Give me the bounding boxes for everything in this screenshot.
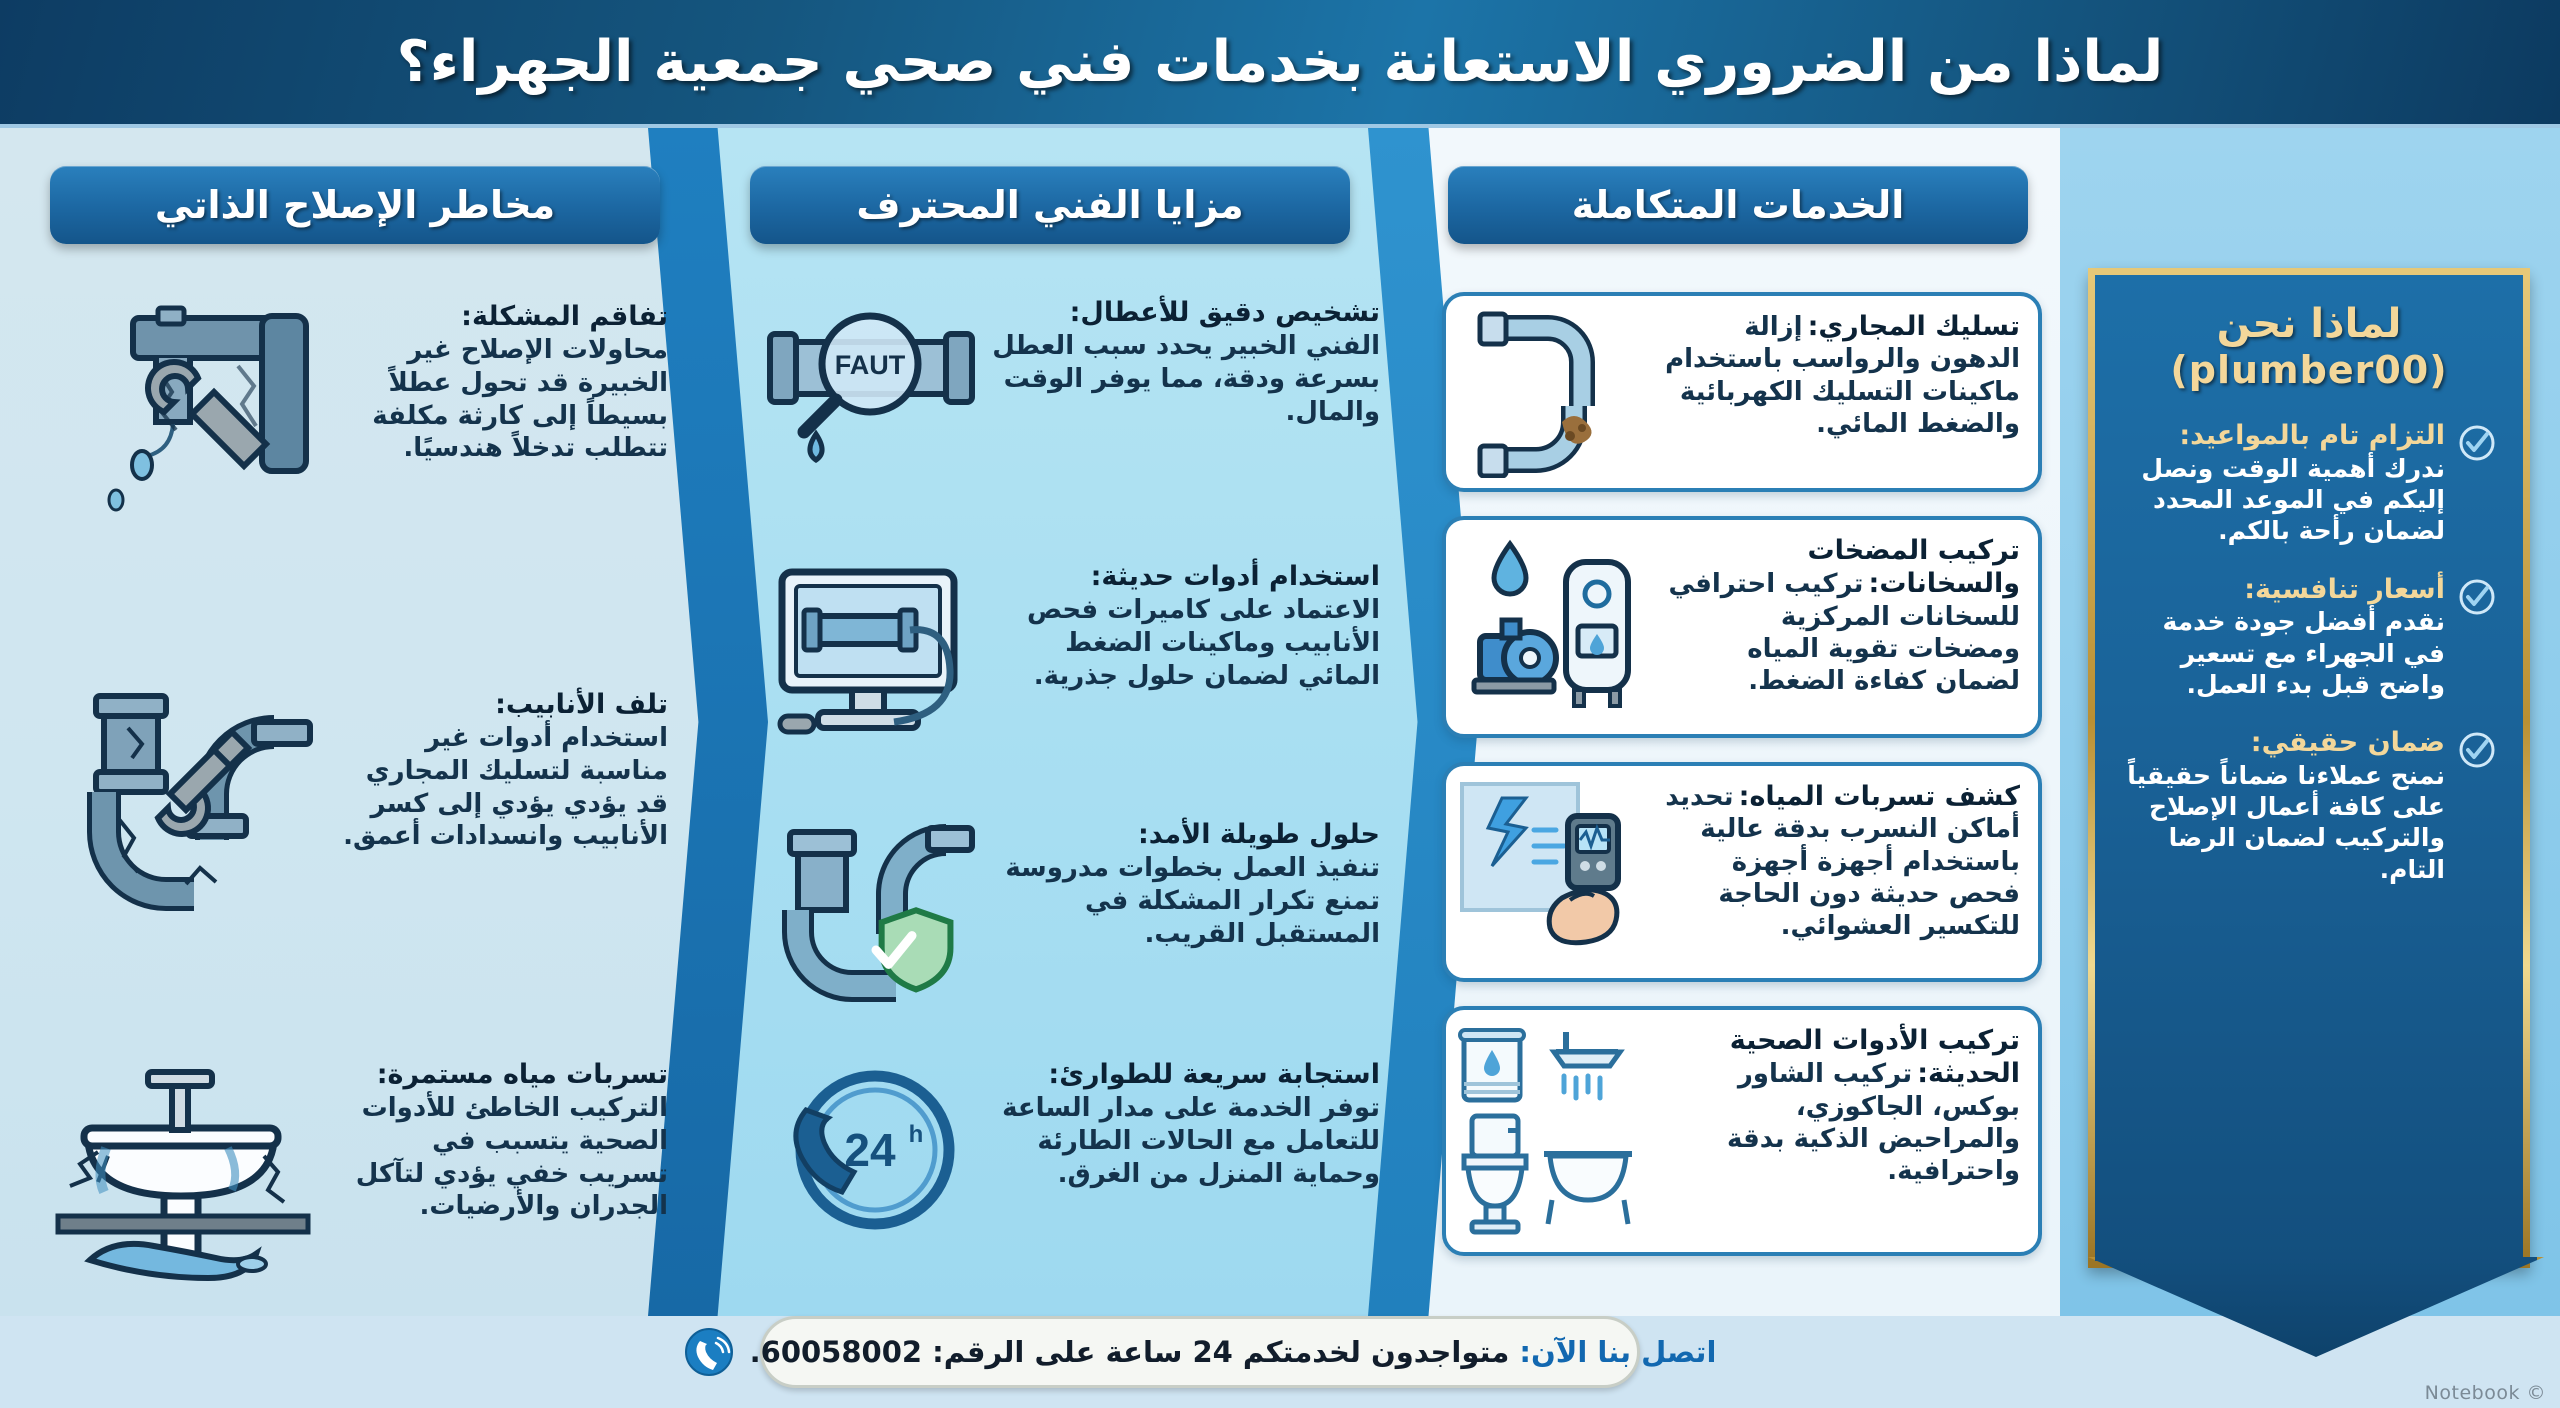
why-us-title-line2: (plumber00) xyxy=(2170,348,2448,393)
risk-item-3-body: التركيب الخاطئ للأدوات الصحية يتسبب في تسريب خفي يؤدي لتآكل الجدران والأرضيات. xyxy=(355,1093,668,1222)
leaking-sink-icon xyxy=(38,1058,328,1288)
why-us-item-3 xyxy=(2121,726,2497,885)
contact-cta-body: متواجدون لخدمتكم 24 ساعة على الرقم: 60058002. xyxy=(749,1335,1510,1369)
advantage-item-2-body: الاعتماد على كاميرات فحص الأنابيب وماكينات الضغط المائي لضمان حلول جذرية. xyxy=(1026,595,1380,691)
magnifier-pipe-fault-icon xyxy=(760,296,980,476)
risk-item-3 xyxy=(28,1058,668,1288)
advantage-item-1 xyxy=(740,296,1380,476)
service-card-1-title: تسليك المجاري: xyxy=(1807,311,2020,342)
why-us-banner xyxy=(2088,268,2530,1268)
leak-detector-device-icon xyxy=(1458,780,1648,968)
advantage-item-1-body: الفني الخبير يحدد سبب العطل بسرعة ودقة، مما يوفر الوقت والمال. xyxy=(992,331,1380,427)
advantage-item-4-badge-sup: h xyxy=(908,1121,924,1148)
check-circle-icon xyxy=(2457,423,2497,463)
why-us-item-3-title: ضمان حقيقي: xyxy=(2250,727,2445,759)
advantage-item-1-title: تشخيص دقيق للأعطال: xyxy=(1069,297,1380,328)
why-us-item-2 xyxy=(2121,573,2497,701)
risk-item-1-body: محاولات الإصلاح غير الخبيرة قد تحول عطلاً بسيطاً إلى كارثة مكلفة تتطلب تدخلاً هندسيًا. xyxy=(372,335,668,464)
section-header-risks-label: مخاطر الإصلاح الذاتي xyxy=(154,183,556,227)
service-card-2-title: تركيب المضخات والسخانات: xyxy=(1807,535,2020,600)
risk-item-3-title: تسربات مياه مستمرة: xyxy=(376,1059,668,1090)
service-card-2-body: تركيب احترافي للسخانات المركزية ومضخات تقوية المياه لضمان كفاءة الضغط. xyxy=(1668,569,2020,697)
risk-item-1-title: تفاقم المشكلة: xyxy=(461,301,668,332)
watermark: © Notebook xyxy=(2424,1382,2546,1404)
cracked-pipe-wrench-icon xyxy=(38,688,328,918)
phone-24h-icon xyxy=(770,1058,980,1248)
why-us-item-1-title: التزام تام بالمواعيد: xyxy=(2179,420,2445,452)
section-header-professional xyxy=(750,166,1350,244)
advantage-item-1-badge: FAUT xyxy=(834,350,906,380)
pipe-shield-icon xyxy=(760,818,980,1008)
risk-item-2 xyxy=(28,688,668,918)
contact-cta-bar[interactable] xyxy=(749,1316,1717,1388)
risk-item-2-title: تلف الأنابيب: xyxy=(495,689,668,720)
leaking-faucet-wrench-icon xyxy=(38,300,328,530)
advantage-item-2 xyxy=(740,560,1380,750)
section-header-services-label: الخدمات المتكاملة xyxy=(1571,183,1905,227)
check-circle-icon xyxy=(2457,577,2497,617)
section-header-professional-label: مزايا الفني المحترف xyxy=(856,183,1244,227)
content-board xyxy=(0,128,2560,1408)
page-title: لماذا من الضروري الاستعانة بخدمات فني صحي جمعية الجهراء؟ xyxy=(396,29,2164,95)
advantage-item-4 xyxy=(740,1058,1380,1248)
service-card-3-body: تحديد أماكن النسرب بدقة عالية باستخدام أجهزة أجهزة فحص حديثة دون الحاجة للتكسير العشوائي. xyxy=(1665,782,2020,942)
why-us-item-2-body: نقدم أفضل جودة خدمة في الجهراء مع تسعير واضح قبل بدء العمل. xyxy=(2162,607,2445,699)
service-card-4-body: تركيب الشاور بوكس، الجاكوزي، والمراحيض الذكية بدقة واحترافية. xyxy=(1726,1059,2020,1187)
phone-call-icon[interactable] xyxy=(684,1327,734,1377)
why-us-item-2-title: أسعار تنافسية: xyxy=(2244,573,2445,605)
service-card-2 xyxy=(1442,516,2042,738)
why-us-item-3-body: نمنح عملاءنا ضماناً حقيقياً على كافة أعمال الإصلاح والتركيب لضمان الرضا التام. xyxy=(2127,760,2445,884)
contact-cta-text xyxy=(750,1335,1717,1369)
advantage-item-3 xyxy=(740,818,1380,1008)
advantage-item-3-title: حلول طويلة الأمد: xyxy=(1138,819,1380,850)
advantage-item-4-badge: 24 xyxy=(844,1124,896,1176)
why-us-title xyxy=(2121,301,2497,393)
service-card-1-body: إزالة الدهون والرواسب باستخدام ماكينات التسليك الكهربائية والضغط المائي. xyxy=(1665,312,2020,439)
service-card-3-title: كشف تسربات المياه: xyxy=(1738,781,2020,812)
pipe-inspection-camera-monitor-icon xyxy=(760,560,980,750)
risk-item-2-body: استخدام أدوات غير مناسبة لتسليك المجاري قد يؤدي يؤدي إلى كسر الأنابيب وانسدادات أعمق. xyxy=(343,723,668,852)
check-circle-icon xyxy=(2457,730,2497,770)
water-pump-heater-icon xyxy=(1458,534,1648,724)
service-card-1 xyxy=(1442,292,2042,492)
risk-item-1 xyxy=(28,300,668,530)
advantage-item-4-body: توفر الخدمة على مدار الساعة للتعامل مع الحالات الطارئة وحماية المنزل من الغرق. xyxy=(1002,1093,1380,1189)
service-card-4 xyxy=(1442,1006,2042,1256)
clogged-drain-pipe-icon xyxy=(1458,310,1648,478)
page-header xyxy=(0,0,2560,128)
why-us-item-1-body: ندرك أهمية الوقت ونصل إليكم في الموعد المحدد لضمان رأحة بالكم. xyxy=(2141,453,2445,546)
advantage-item-2-title: استخدام أدوات حديثة: xyxy=(1090,561,1380,592)
section-header-risks xyxy=(50,166,660,244)
why-us-title-line1: لماذا نحن xyxy=(2216,301,2402,347)
shower-toilet-fixtures-icon xyxy=(1458,1024,1648,1240)
why-us-item-1 xyxy=(2121,419,2497,547)
service-card-3 xyxy=(1442,762,2042,982)
service-card-4-title: تركيب الأدوات الصحية الحديثة: xyxy=(1729,1025,2020,1090)
advantage-item-4-title: استجابة سريعة للطوارئ: xyxy=(1048,1059,1380,1090)
contact-cta-lead: اتصل بنا الآن: xyxy=(1519,1335,1717,1369)
advantage-item-3-body: تنفيذ العمل بخطوات مدروسة تمنع تكرار المشكلة في المستقبل القريب. xyxy=(1005,853,1380,949)
section-header-services xyxy=(1448,166,2028,244)
